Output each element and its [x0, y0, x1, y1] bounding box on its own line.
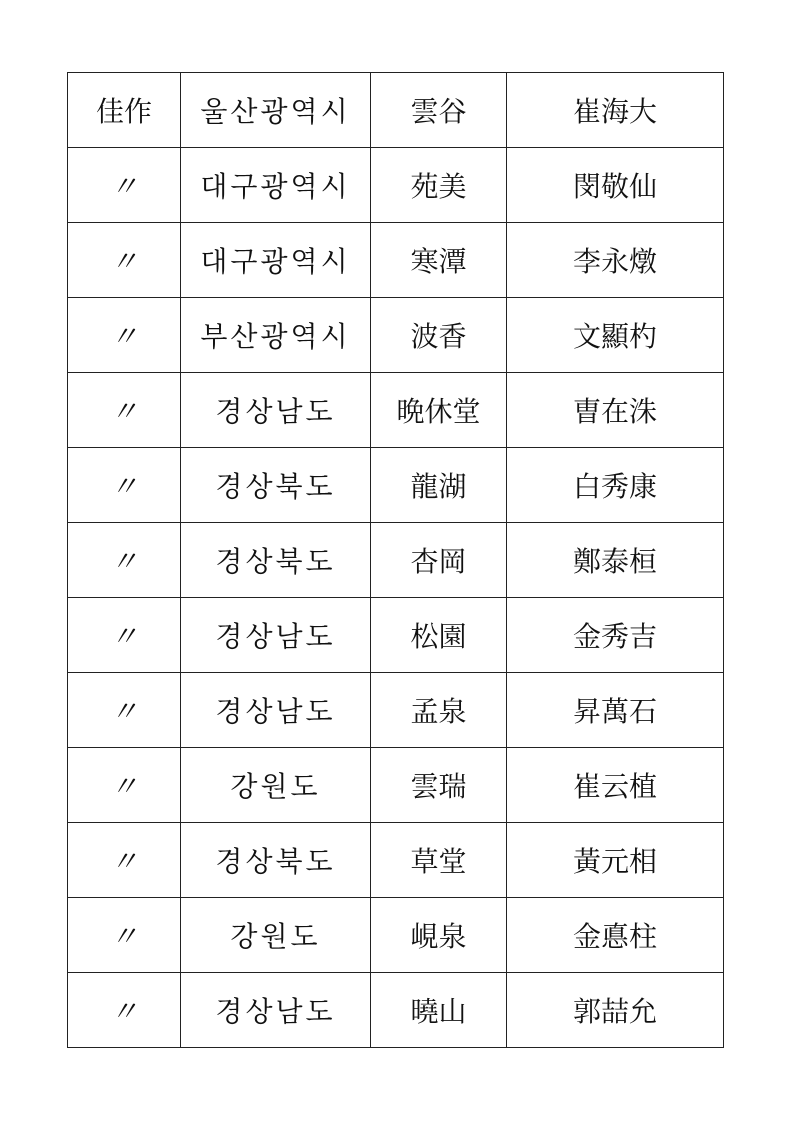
table-row [68, 373, 724, 448]
region-cell: 강원도 [181, 898, 371, 973]
name-cell: 李永燉 [507, 223, 724, 298]
name-cell: 閔敬仙 [507, 148, 724, 223]
name-cell: 郭喆允 [507, 973, 724, 1048]
name-cell: 文顯杓 [507, 298, 724, 373]
table-row [68, 823, 724, 898]
pen-name-cell: 苑美 [371, 148, 507, 223]
table-row [68, 223, 724, 298]
name-cell: 金悳柱 [507, 898, 724, 973]
name-cell: 金秀吉 [507, 598, 724, 673]
region-cell: 부산광역시 [181, 298, 371, 373]
region-cell: 경상남도 [181, 598, 371, 673]
pen-name-cell: 松園 [371, 598, 507, 673]
pen-name-cell: 草堂 [371, 823, 507, 898]
pen-name-cell: 龍湖 [371, 448, 507, 523]
table-row [68, 298, 724, 373]
award-cell: 〃 [68, 448, 181, 523]
table-row [68, 523, 724, 598]
region-cell: 대구광역시 [181, 148, 371, 223]
award-cell: 〃 [68, 223, 181, 298]
table-row [68, 748, 724, 823]
table-row [68, 598, 724, 673]
name-cell: 黃元相 [507, 823, 724, 898]
award-cell: 〃 [68, 748, 181, 823]
region-cell: 경상남도 [181, 673, 371, 748]
region-cell: 경상북도 [181, 823, 371, 898]
name-cell: 曺在洙 [507, 373, 724, 448]
pen-name-cell: 曉山 [371, 973, 507, 1048]
award-table [67, 72, 724, 1048]
region-cell: 강원도 [181, 748, 371, 823]
region-cell: 울산광역시 [181, 73, 371, 148]
table-row [68, 673, 724, 748]
pen-name-cell: 孟泉 [371, 673, 507, 748]
table-row [68, 898, 724, 973]
table-row [68, 448, 724, 523]
pen-name-cell: 寒潭 [371, 223, 507, 298]
award-cell: 〃 [68, 523, 181, 598]
name-cell: 鄭泰桓 [507, 523, 724, 598]
pen-name-cell: 杏岡 [371, 523, 507, 598]
pen-name-cell: 波香 [371, 298, 507, 373]
name-cell: 崔海大 [507, 73, 724, 148]
award-cell: 〃 [68, 673, 181, 748]
region-cell: 경상남도 [181, 973, 371, 1048]
region-cell: 경상남도 [181, 373, 371, 448]
pen-name-cell: 峴泉 [371, 898, 507, 973]
region-cell: 경상북도 [181, 448, 371, 523]
award-cell: 〃 [68, 373, 181, 448]
region-cell: 대구광역시 [181, 223, 371, 298]
award-cell: 佳作 [68, 73, 181, 148]
pen-name-cell: 雲瑞 [371, 748, 507, 823]
table-row [68, 148, 724, 223]
award-cell: 〃 [68, 598, 181, 673]
award-cell: 〃 [68, 898, 181, 973]
table-row [68, 973, 724, 1048]
award-cell: 〃 [68, 298, 181, 373]
award-cell: 〃 [68, 823, 181, 898]
pen-name-cell: 晩休堂 [371, 373, 507, 448]
name-cell: 白秀康 [507, 448, 724, 523]
name-cell: 崔云植 [507, 748, 724, 823]
table-row [68, 73, 724, 148]
award-cell: 〃 [68, 973, 181, 1048]
pen-name-cell: 雲谷 [371, 73, 507, 148]
name-cell: 昇萬石 [507, 673, 724, 748]
region-cell: 경상북도 [181, 523, 371, 598]
award-cell: 〃 [68, 148, 181, 223]
